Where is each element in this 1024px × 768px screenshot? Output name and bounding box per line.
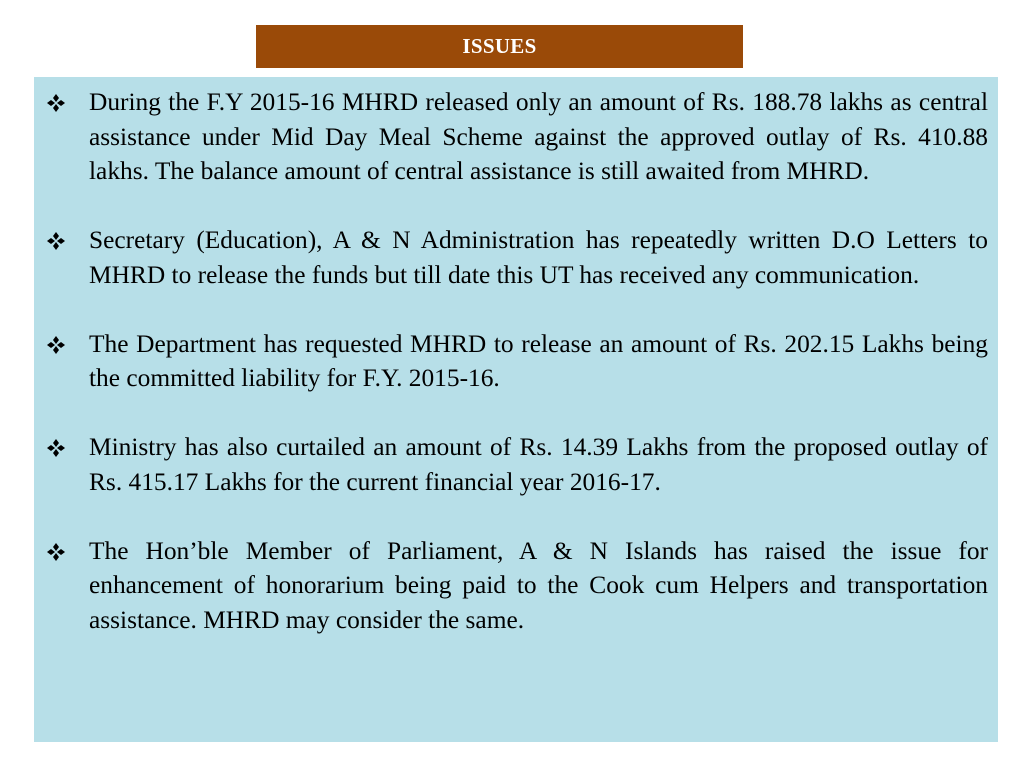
bullet-text: Secretary (Education), A & N Administration has repeatedly written D.O Letters to MHRD to release the funds but till date this UT has received any communication. [89,226,988,289]
four-diamond-bullet-icon [47,336,65,354]
slide-title: ISSUES [462,34,537,58]
bullet-text: The Hon’ble Member of Parliament, A & N Islands has raised the issue for enhancement of honorarium being paid to the Cook cum Helpers and transportation assistance. MHRD may consider the same. [89,536,988,634]
four-diamond-bullet-icon [47,543,65,561]
list-item [34,430,998,499]
four-diamond-bullet-icon [47,439,65,457]
bullet-text: The Department has requested MHRD to release an amount of Rs. 202.15 Lakhs being the committed liability for F.Y. 2015-16. [89,329,988,392]
bullet-text: Ministry has also curtailed an amount of Rs. 14.39 Lakhs from the proposed outlay of Rs. 415.17 Lakhs for the current financial year 2016-17. [89,433,988,496]
four-diamond-bullet-icon [47,94,65,112]
list-item [34,223,998,292]
content-panel [34,77,998,742]
bullet-text: During the F.Y 2015-16 MHRD released only an amount of Rs. 188.78 lakhs as central assistance under Mid Day Meal Scheme against the approved outlay of Rs. 410.88 lakhs. The balance amount of central assistance is still awaited from MHRD. [89,88,988,185]
list-item [34,534,998,638]
title-banner [256,25,743,68]
list-item [34,327,998,396]
list-item [34,85,998,189]
four-diamond-bullet-icon [47,232,65,250]
issues-list [34,85,998,672]
